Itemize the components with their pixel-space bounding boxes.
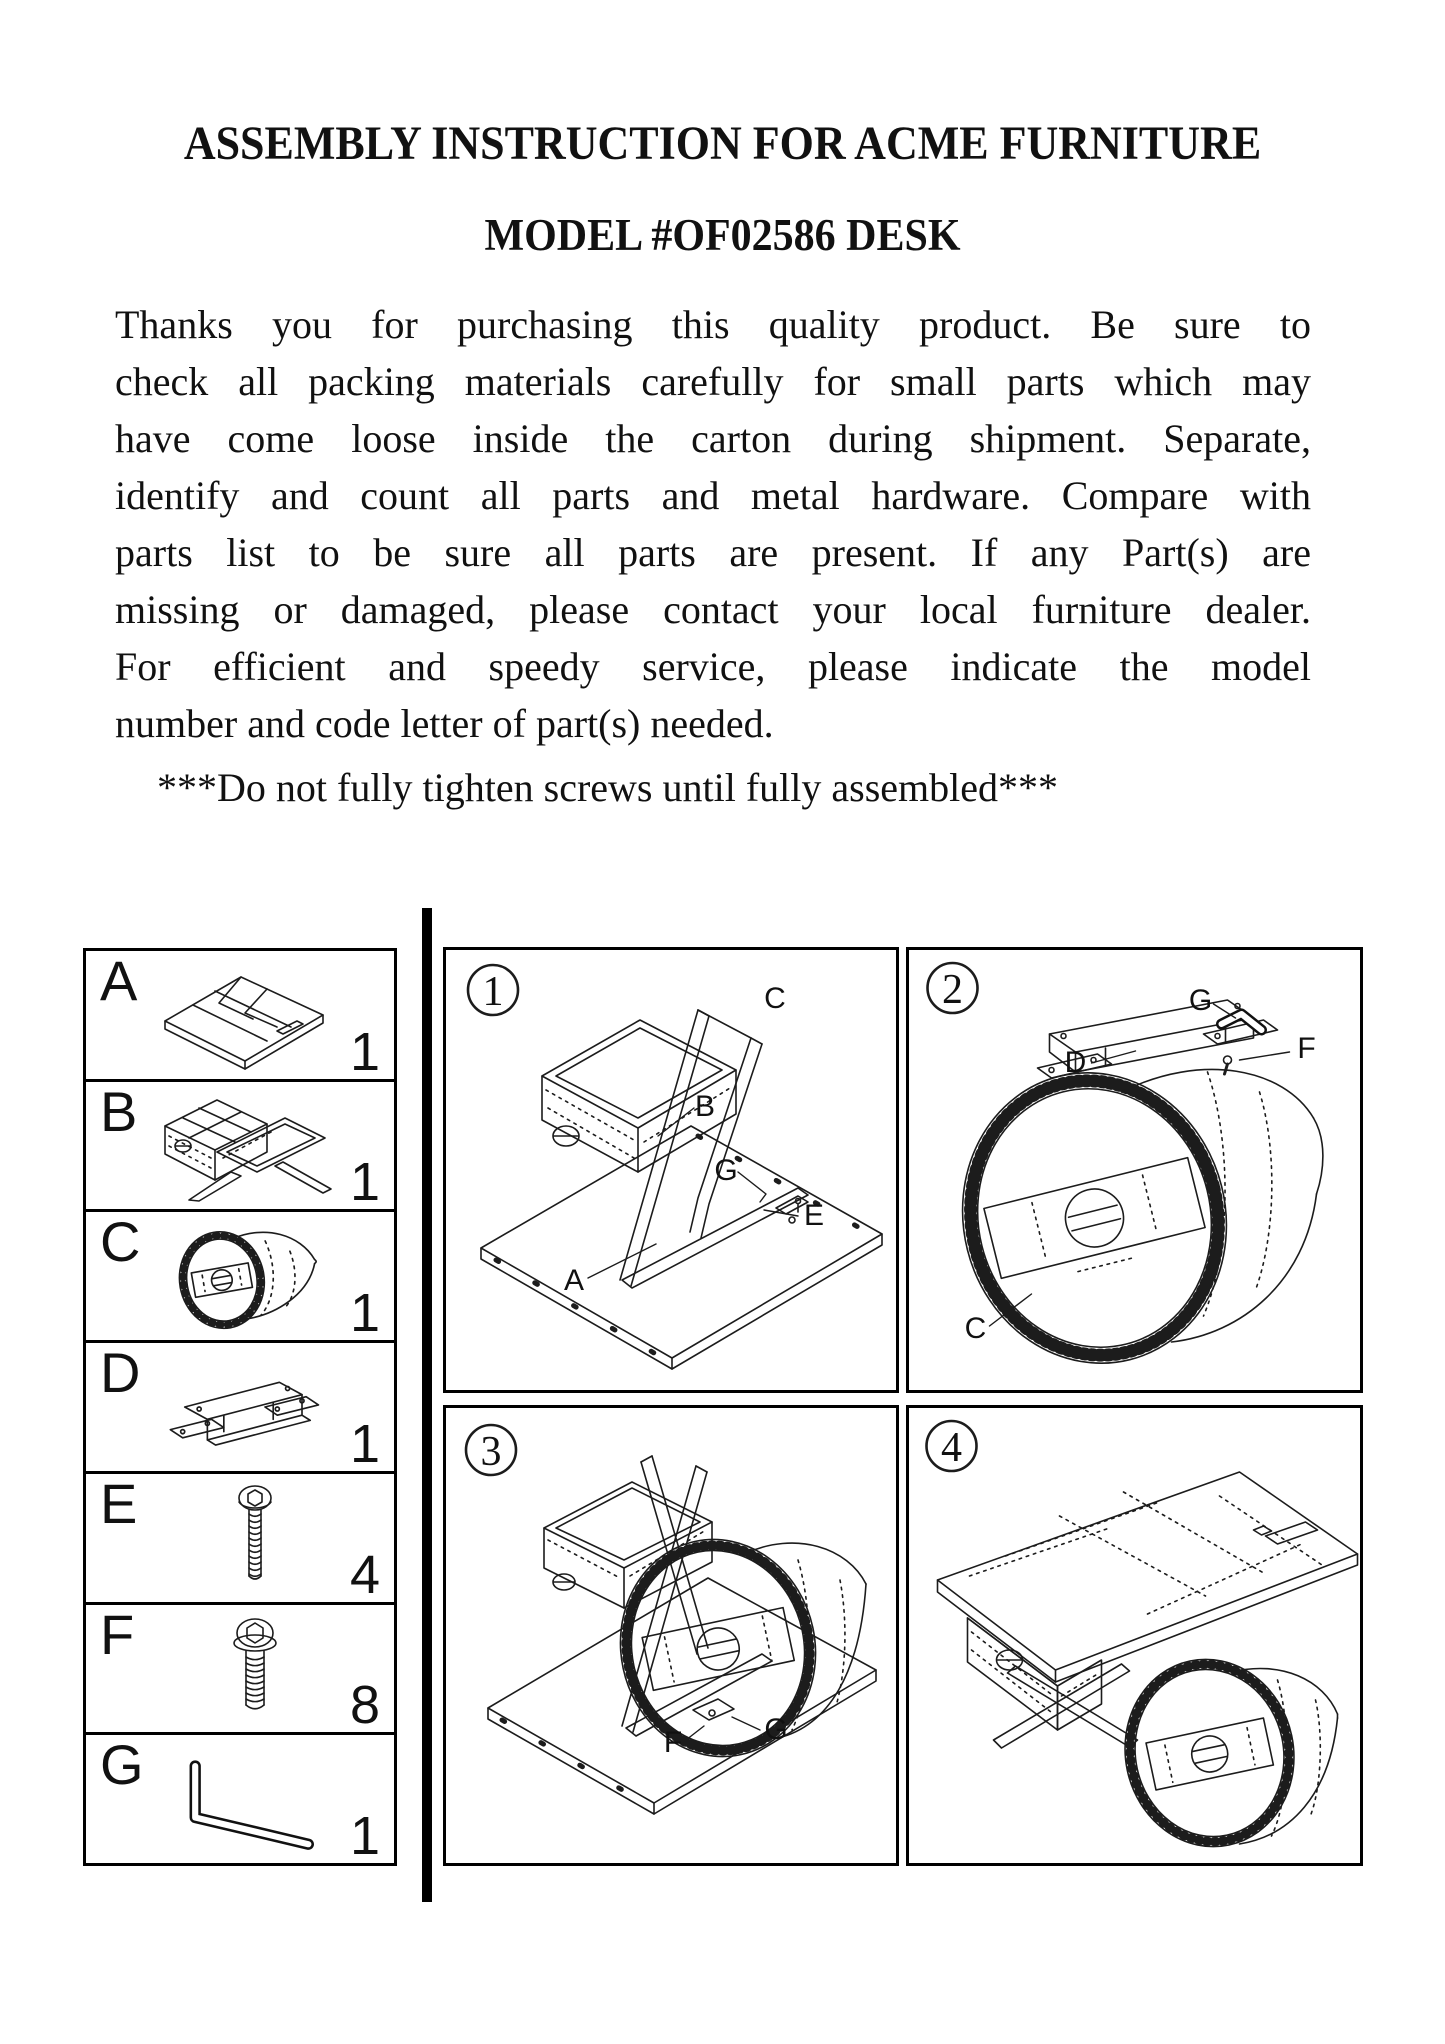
step1-label-e: E (803, 1199, 825, 1232)
barrel-leg (1108, 1644, 1338, 1863)
assembly-step-2 (906, 947, 1363, 1393)
intro-line: missing or damaged, please contact your local furniture dealer. (115, 587, 1311, 632)
desk-top-board (488, 1578, 876, 1814)
hex-key-drawing (195, 1766, 308, 1844)
part-qty: 8 (349, 1675, 380, 1736)
step1-diagram (446, 950, 896, 1390)
step3-label-f: F (663, 1726, 683, 1759)
intro-line: identify and count all parts and metal hardware. Compare with (115, 473, 1311, 518)
bracket-drawing (170, 1382, 318, 1445)
part-row-g (86, 1733, 394, 1867)
intro-line: have come loose inside the carton during shipment. Separate, (115, 416, 1311, 461)
part-row-b (86, 1079, 394, 1213)
intro-paragraph (115, 296, 1311, 752)
part-qty: 1 (349, 1806, 380, 1867)
intro-line: check all packing materials carefully for small parts which may (115, 359, 1311, 404)
assembly-step-1 (443, 947, 899, 1393)
step2-label-d: D (1064, 1046, 1087, 1079)
assembly-step-4 (906, 1405, 1363, 1866)
hex-key-and-bolt (1222, 1014, 1262, 1074)
step-number: 4 (941, 1425, 962, 1471)
step2-callouts (965, 984, 1316, 1345)
desk-top-board (938, 1472, 1358, 1682)
part-code: B (100, 1079, 138, 1143)
leader-line (686, 1726, 704, 1740)
leader-line (732, 1717, 760, 1730)
part-code: A (100, 949, 138, 1012)
step-number: 1 (482, 969, 504, 1015)
part-code: F (100, 1602, 135, 1666)
part-code: E (100, 1471, 138, 1535)
bolt-drawing (239, 1486, 271, 1579)
step1-label-a: A (563, 1264, 585, 1297)
intro-line: number and code letter of part(s) needed. (115, 701, 774, 746)
step2-label-g: G (1188, 984, 1213, 1017)
parts-list (83, 948, 397, 1866)
panel-drawing (165, 977, 323, 1069)
part-code: D (100, 1341, 141, 1405)
part-code: G (100, 1733, 144, 1797)
leader-line (738, 1172, 766, 1202)
hex-key-icon (152, 1743, 332, 1859)
step-number: 2 (942, 967, 963, 1013)
barrel-pedestal (932, 1045, 1323, 1390)
tighten-warning-note: ***Do not fully tighten screws until fully assembled*** (157, 765, 1058, 810)
intro-line: For efficient and speedy service, please indicate the model (115, 644, 1311, 689)
step2-label-f: F (1297, 1032, 1316, 1065)
step-number-badge (928, 963, 978, 1013)
part-row-e (86, 1471, 394, 1605)
part-qty: 1 (349, 1152, 380, 1213)
leg-frame-rails (620, 1010, 808, 1288)
step3-label-g: G (764, 1713, 788, 1746)
model-subtitle: MODEL #OF02586 DESK (484, 211, 961, 261)
step3-diagram (446, 1408, 896, 1863)
bolt-drawing (234, 1619, 276, 1709)
assembly-step-3 (443, 1405, 899, 1866)
part-row-f (86, 1602, 394, 1736)
long-bolt-icon (164, 1476, 320, 1602)
step2-diagram (909, 950, 1360, 1390)
drawer-leg-frame-icon (138, 1088, 348, 1206)
step-number-badge (927, 1421, 977, 1471)
short-bolt-icon (164, 1607, 320, 1733)
step-number: 3 (480, 1429, 502, 1475)
page-title: ASSEMBLY INSTRUCTION FOR ACME FURNITURE (183, 117, 1262, 170)
step4-diagram (909, 1408, 1360, 1863)
intro-line: Thanks you for purchasing this quality product. Be sure to (115, 302, 1311, 347)
step-number-badge (466, 1425, 516, 1475)
desk-top-board (481, 1126, 882, 1369)
desk-top-panel-icon (144, 957, 344, 1075)
barrel-drawing (172, 1226, 316, 1336)
step2-label-c: C (964, 1312, 987, 1345)
step1-label-g: G (714, 1154, 738, 1187)
step1-label-b: B (694, 1090, 716, 1123)
part-qty: 4 (349, 1544, 380, 1605)
intro-line: parts list to be sure all parts are present. If any Part(s) are (115, 530, 1311, 575)
barrel-pedestal-icon (158, 1216, 328, 1338)
part-row-c (86, 1212, 394, 1343)
drawer-box (968, 1618, 1102, 1730)
step-number-badge (468, 965, 518, 1015)
part-qty: 1 (349, 1413, 380, 1474)
section-divider (422, 908, 432, 1902)
leader-line (1240, 1052, 1290, 1060)
step1-label-c: C (764, 982, 786, 1015)
mounting-bracket-icon (158, 1355, 338, 1459)
part-qty: 1 (349, 1021, 380, 1082)
part-code: C (100, 1210, 141, 1274)
part-qty: 1 (349, 1283, 380, 1344)
part-row-d (86, 1343, 394, 1474)
drawer-box (165, 1100, 271, 1180)
leader-line (1214, 1004, 1236, 1018)
x-leg (994, 1664, 1138, 1748)
part-row-a (86, 951, 394, 1082)
